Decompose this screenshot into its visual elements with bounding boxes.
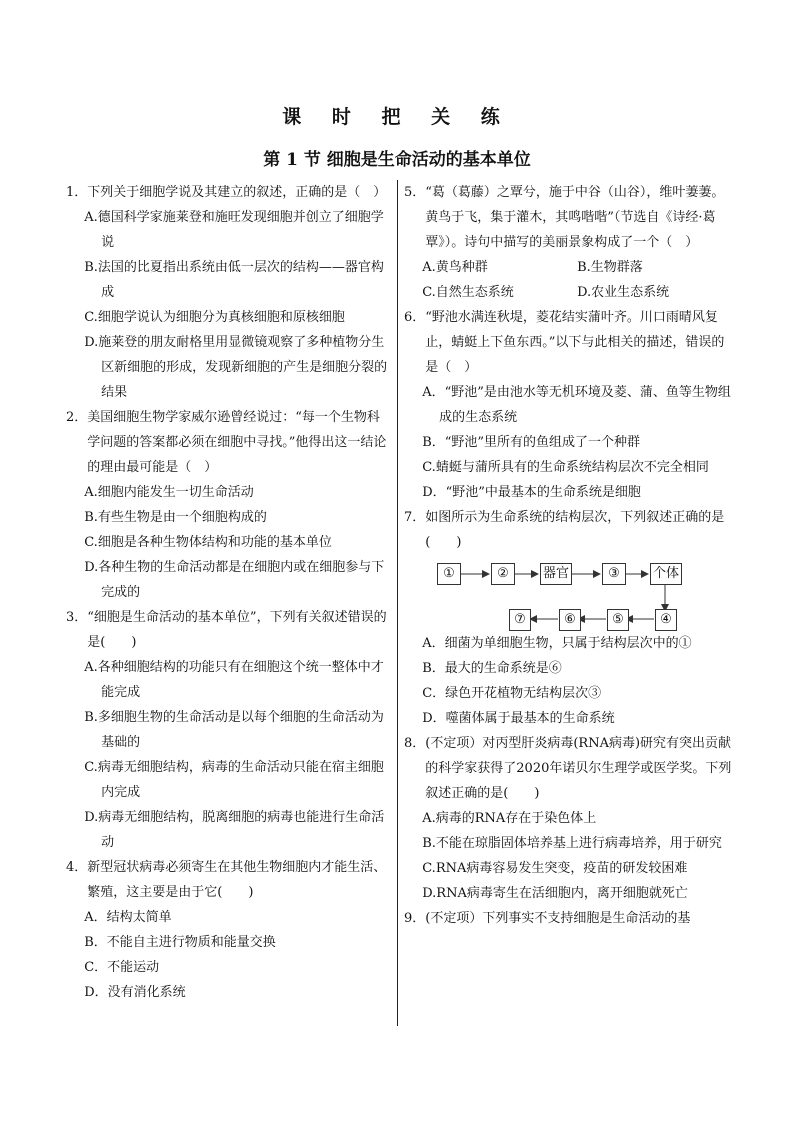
option-d: D．没有消化系统 [84,985,186,1000]
question-number: 6． [404,310,426,325]
question-4 [66,855,392,1005]
option-c: C．绿色开花植物无结构层次③ [422,686,602,701]
question-5 [404,180,732,305]
option-a: A．“野池”是由池水等无机环境及菱、蒲、鱼等生物组成的生态系统 [422,385,731,425]
option-d: D.农业生态系统 [577,285,670,300]
question-stem: (不定项）下列事实不支持细胞是生命活动的基 [425,911,691,926]
option-b: B.生物群落 [577,260,643,275]
question-number: 4． [66,860,88,875]
option-b: B.有些生物是由一个细胞构成的 [84,510,267,525]
level-box-organ: 器官 [540,563,572,585]
option-c: C.细胞是各种生物体结构和功能的基本单位 [84,535,332,550]
option-a: A.各种细胞结构的功能只有在细胞这个统一整体中才能完成 [84,660,384,700]
question-stem: “野池水满连秋堤，菱花结实蒲叶齐。川口雨晴风复止，蜻蜓上下鱼东西。”以下与此相关的描述，错误的是（ ） [425,310,725,375]
level-box-7: ⑦ [509,609,531,631]
option-a: A．细菌为单细胞生物，只属于结构层次中的① [422,636,692,651]
question-number: 9． [404,911,426,926]
right-column [404,180,732,931]
question-stem: “葛（葛藤）之覃兮，施于中谷（山谷），维叶萋萋。黄鸟于飞，集于灌木，其鸣喈喈”（节选自《诗经·葛覃》）。诗句中描写的美丽景象构成了一个（ ） [425,185,725,250]
question-number: 8． [404,736,426,751]
question-9 [404,906,732,931]
option-d: D.RNA病毒寄生在活细胞内，离开细胞就死亡 [422,886,688,901]
option-b: B．不能自主进行物质和能量交换 [84,935,276,950]
question-stem: 新型冠状病毒必须寄生在其他生物细胞内才能生活、繁殖，这主要是由于它( ) [87,860,387,900]
question-number: 1． [66,185,88,200]
option-c: C.病毒无细胞结构，病毒的生命活动只能在宿主细胞内完成 [84,760,384,800]
option-b: B.多细胞生物的生命活动是以每个细胞的生命活动为基础的 [84,710,384,750]
question-8 [404,731,732,906]
level-box-individual: 个体 [650,563,682,585]
structure-level-diagram [404,559,732,629]
option-b: B．最大的生命系统是⑥ [422,661,562,676]
option-a: A.德国科学家施莱登和施旺发现细胞并创立了细胞学说 [84,210,384,250]
left-column [66,180,392,1005]
level-box-1: ① [437,563,461,585]
option-c: C.RNA病毒容易发生突变，疫苗的研发较困难 [422,861,688,876]
level-box-2: ② [491,563,515,585]
option-c: C.自然生态系统 [422,285,514,300]
option-d: D．“野池”中最基本的生命系统是细胞 [422,485,641,500]
option-c: C.细胞学说认为细胞分为真核细胞和原核细胞 [84,310,345,325]
question-stem: (不定项）对丙型肝炎病毒(RNA病毒)研究有突出贡献的科学家获得了2020年诺贝尔生理学或医学奖。下列叙述正确的是( ) [425,736,732,801]
question-7 [404,505,732,731]
option-a: A.细胞内能发生一切生命活动 [84,485,254,500]
option-b: B.法国的比夏指出系统由低一层次的结构——器官构成 [84,260,384,300]
option-d: D．噬菌体属于最基本的生命系统 [422,711,615,726]
question-1 [66,180,392,405]
question-3 [66,605,392,855]
option-b: B.不能在琼脂固体培养基上进行病毒培养，用于研究 [422,836,722,851]
question-6 [404,305,732,505]
option-d: D.各种生物的生命活动都是在细胞内或在细胞参与下完成的 [84,560,385,600]
level-box-5: ⑤ [607,609,629,631]
question-number: 2． [66,410,88,425]
option-b: B．“野池”里所有的鱼组成了一个种群 [422,435,641,450]
option-a: A．结构太简单 [84,910,172,925]
level-box-4: ④ [655,609,677,631]
question-number: 3． [66,610,88,625]
question-stem: “细胞是生命活动的基本单位”，下列有关叙述错误的是( ) [87,610,387,650]
question-stem: 下列关于细胞学说及其建立的叙述，正确的是（ ） [87,185,387,200]
question-stem: 如图所示为生命系统的结构层次，下列叙述正确的是( ) [425,510,725,550]
option-c: C.蜻蜓与蒲所具有的生命系统结构层次不完全相同 [422,460,709,475]
option-d: D.施莱登的朋友耐格里用显微镜观察了多种植物分生区新细胞的形成，发现新细胞的产生是细胞分裂的结果 [84,335,388,400]
option-c: C．不能运动 [84,960,160,975]
option-d: D.病毒无细胞结构，脱离细胞的病毒也能进行生命活动 [84,810,385,850]
option-a: A.黄鸟种群 [422,260,488,275]
question-number: 7． [404,510,426,525]
level-box-3: ③ [602,563,626,585]
level-box-6: ⑥ [559,609,581,631]
option-a: A.病毒的RNA存在于染色体上 [422,811,597,826]
column-divider [397,180,398,1026]
question-stem: 美国细胞生物学家威尔逊曾经说过：“每一个生物科学问题的答案都必须在细胞中寻找。”他得出这一结论的理由最可能是（ ） [87,410,387,475]
section-title: 第 1 节 细胞是生命活动的基本单位 [263,150,531,170]
page-title: 课 时 把 关 练 [282,106,512,128]
question-number: 5． [404,185,426,200]
question-2 [66,405,392,605]
